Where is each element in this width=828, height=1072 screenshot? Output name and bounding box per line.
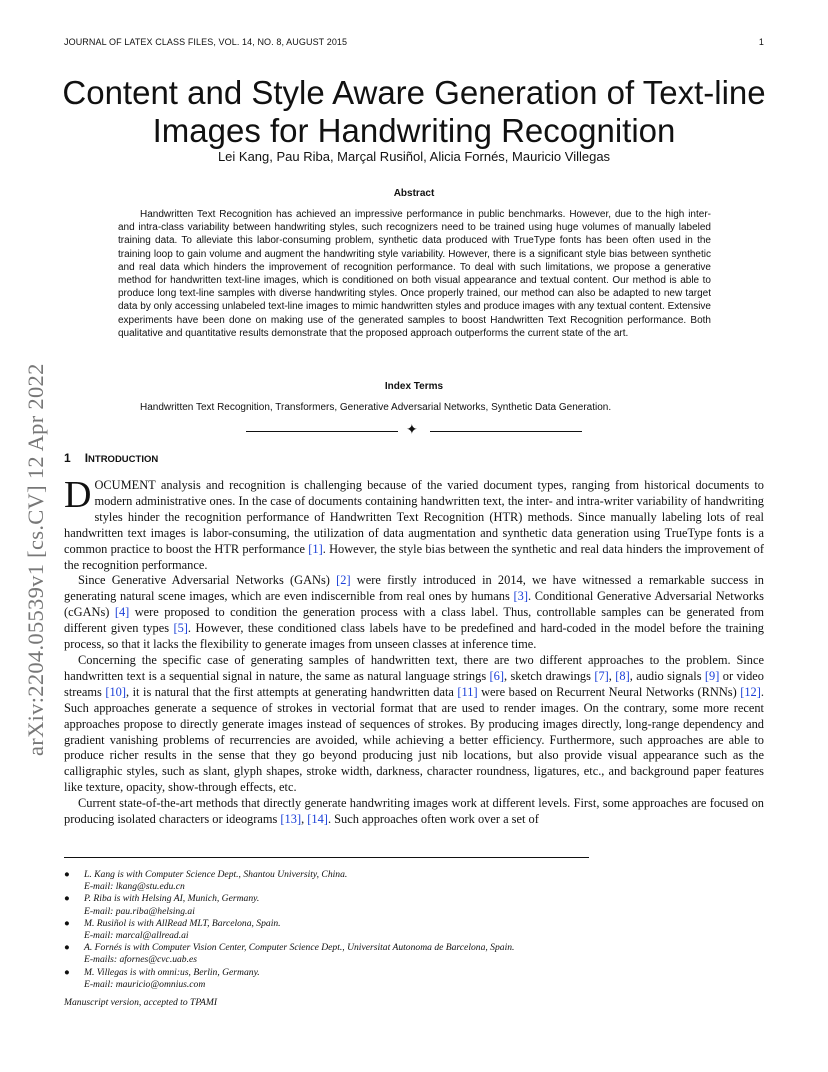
- citation-link[interactable]: [14]: [307, 812, 328, 827]
- bullet-icon: ●: [64, 966, 70, 978]
- text-run: Current state-of-the-art methods that directly generate handwriting images work at different levels. First, some approaches are focused on producing isolated characters or ideograms: [64, 796, 764, 827]
- text-run: or video streams: [64, 668, 764, 699]
- footnote-item: [64, 893, 764, 917]
- text-run: . However, these conditioned class labels have to be predefined and hard-coded in the model before the training process, so that it lacks the flexibility to generate images from unseen classes at inference time.: [64, 621, 764, 652]
- affiliation: P. Riba is with Helsing AI, Munich, Germany.: [84, 893, 260, 905]
- citation-link[interactable]: [13]: [280, 812, 302, 827]
- section-number: 1: [64, 451, 71, 465]
- text-run: ,: [608, 668, 616, 683]
- citation-link[interactable]: [3]: [513, 589, 528, 604]
- citation-link[interactable]: [5]: [173, 621, 188, 636]
- text-run: analysis and recognition is challenging because of the varied document types, ranging from historical documents to modern administrative ones. In the case of documents containing handwritten text, the inter- and intra-writer variability of handwriting styles hinder the recognition performance of Handwritten Text Recognition (HTR) methods. Since manually labeling lots of real handwritten text images is labor-consuming, the utilization of data augmentation and synthetic data generation using TrueType fonts is a common practice to boost the HTR performance: [64, 478, 764, 556]
- text-run: , sketch drawings: [503, 668, 595, 683]
- citation-link[interactable]: [8]: [615, 668, 630, 683]
- abstract-text: Handwritten Text Recognition has achieved an impressive performance in public benchmarks. However, due to the high inter- and intra-class variability between handwriting styles, such recognizers need to be trained using huge volumes of manually labeled training data. To alleviate this labor-consuming problem, synthetic data produced with TrueType fonts has been often used in the training loop to gain volume and augment the handwriting style variability. However, there is a significant style bias between synthetic and real data which hinders the improvement of recognition performance. To deal with such limitations, we propose a generative method for handwritten text-line images, which is conditioned on both visual appearance and textual content. Our method is able to produce long text-line samples with diverse handwriting styles. Once properly trained, our method can also be adapted to new target data by only accessing unlabeled text-line images to mimic handwritten styles and produce images with any textual content. Extensive experiments have been done on making use of the generated samples to boost Handwritten Text Recognition performance. Both qualitative and quantitative results demonstrate that the proposed approach outperforms the current state of the art.: [118, 209, 711, 339]
- running-header: [64, 37, 764, 47]
- email: E-mails: afornes@cvc.uab.es: [84, 954, 197, 966]
- text-run: . Such approaches often work over a set of: [327, 812, 539, 827]
- arxiv-stamp: arXiv:2204.05539v1 [cs.CV] 12 Apr 2022: [23, 363, 48, 756]
- footnote-item: [64, 869, 764, 893]
- page-number: 1: [758, 37, 764, 47]
- email: E-mail: lkang@stu.edu.cn: [84, 881, 185, 893]
- bullet-icon: ●: [64, 917, 70, 929]
- paragraph: [64, 653, 764, 796]
- paper-title: Content and Style Aware Generation of Text-line Images for Handwriting Recognition: [62, 74, 766, 150]
- footnote-rule: [64, 857, 589, 858]
- text-run: were proposed to condition the generation process with a class label. Thus, controllable samples can be generated from different given types: [64, 605, 764, 636]
- index-terms-text: Handwritten Text Recognition, Transformers, Generative Adversarial Networks, Synthetic Data Generation.: [140, 402, 612, 413]
- citation-link[interactable]: [12]: [740, 684, 761, 699]
- bullet-icon: ●: [64, 869, 70, 880]
- text-run: Since Generative Adversarial Networks (GANs): [78, 573, 337, 588]
- email: E-mail: marcal@allread.ai: [84, 930, 189, 942]
- separator-line-left: [246, 431, 398, 432]
- affiliation: M. Rusiñol is with AllRead MLT, Barcelona, Spain.: [84, 917, 281, 929]
- text-run: ,: [301, 812, 308, 827]
- text-run: . Conditional Generative Adversarial Networks (cGANs): [64, 589, 764, 620]
- paragraph: [64, 474, 764, 573]
- citation-link[interactable]: [4]: [114, 605, 130, 620]
- citation-link[interactable]: [10]: [105, 684, 127, 699]
- drop-cap: D: [64, 474, 92, 516]
- separator-line-right: [430, 431, 582, 432]
- paragraph: [64, 573, 764, 653]
- lead-word: OCUMENT: [94, 478, 156, 492]
- text-run: . Such approaches generate a sequence of strokes in vectorial format that are used to render images. On the contrary, some more recent approaches propose to directly generate images instead of sequences of strokes. By producing images directly, long-range dependency and gradient vanishing problems of recurrencies are avoided, while achieving a better efficiency. Furthermore, such approaches are able to produce richer results in the sense that they go beyond producing just nib locations, but also provide visual appearance such as the calligraphic styles, such as slant, glyph shapes, stroke width, darkness, character roundness, ligatures, etc., and background paper features like texture, opacity, show-through effects, etc.: [64, 684, 764, 795]
- affiliation: L. Kang is with Computer Science Dept., Shantou University, China.: [84, 869, 348, 880]
- citation-link[interactable]: [6]: [489, 668, 504, 683]
- paragraph: [64, 796, 764, 828]
- bullet-icon: ●: [64, 942, 70, 954]
- section-heading: [64, 451, 158, 465]
- email: E-mail: mauricio@omnius.com: [84, 978, 206, 990]
- text-run: , it is natural that the first attempts at generating handwritten data: [126, 684, 458, 699]
- text-run: . However, the style bias between the synthetic and real data hinders the improvement of the recognition performance.: [64, 541, 764, 572]
- footnote-item: [64, 918, 764, 942]
- introduction-body: [64, 474, 764, 828]
- citation-link[interactable]: [7]: [594, 668, 609, 683]
- abstract-heading: Abstract: [393, 188, 435, 199]
- affiliation: A. Fornés is with Computer Vision Center, Computer Science Dept., Universitat Autonoma de Barcelona, Spain.: [84, 942, 515, 954]
- footnote-item: [64, 942, 764, 966]
- citation-link[interactable]: [2]: [336, 573, 351, 588]
- email: E-mail: pau.riba@helsing.ai: [84, 905, 195, 917]
- citation-link[interactable]: [9]: [704, 668, 720, 683]
- diamond-icon: ✦: [406, 423, 418, 438]
- text-run: were firstly introduced in 2014, we have witnessed a remarkable success in generating natural scene images, which are even indiscernible from real ones by humans: [64, 573, 764, 604]
- section-title-rest: NTRODUCTION: [88, 454, 159, 465]
- citation-link[interactable]: [1]: [308, 541, 323, 556]
- author-list: Lei Kang, Pau Riba, Marçal Rusiñol, Alicia Fornés, Mauricio Villegas: [217, 149, 611, 164]
- text-run: were based on Recurrent Neural Networks (RNNs): [477, 684, 741, 699]
- footnote-item: [64, 967, 764, 991]
- text-run: Concerning the specific case of generating samples of handwritten text, there are two different approaches to the problem. Since handwritten text is a sequential signal in nature, the same as natural language strings: [64, 652, 764, 683]
- section-separator: [246, 425, 582, 437]
- index-terms-heading: Index Terms: [384, 381, 444, 392]
- citation-link[interactable]: [11]: [457, 684, 478, 699]
- manuscript-note: Manuscript version, accepted to TPAMI: [64, 997, 218, 1008]
- author-footnotes: [64, 869, 764, 991]
- bullet-icon: ●: [64, 893, 70, 905]
- text-run: , audio signals: [629, 668, 705, 683]
- journal-name: JOURNAL OF LATEX CLASS FILES, VOL. 14, NO. 8, AUGUST 2015: [64, 37, 348, 47]
- section-title-initial: I: [84, 451, 89, 465]
- affiliation: M. Villegas is with omni:us, Berlin, Germany.: [84, 966, 260, 978]
